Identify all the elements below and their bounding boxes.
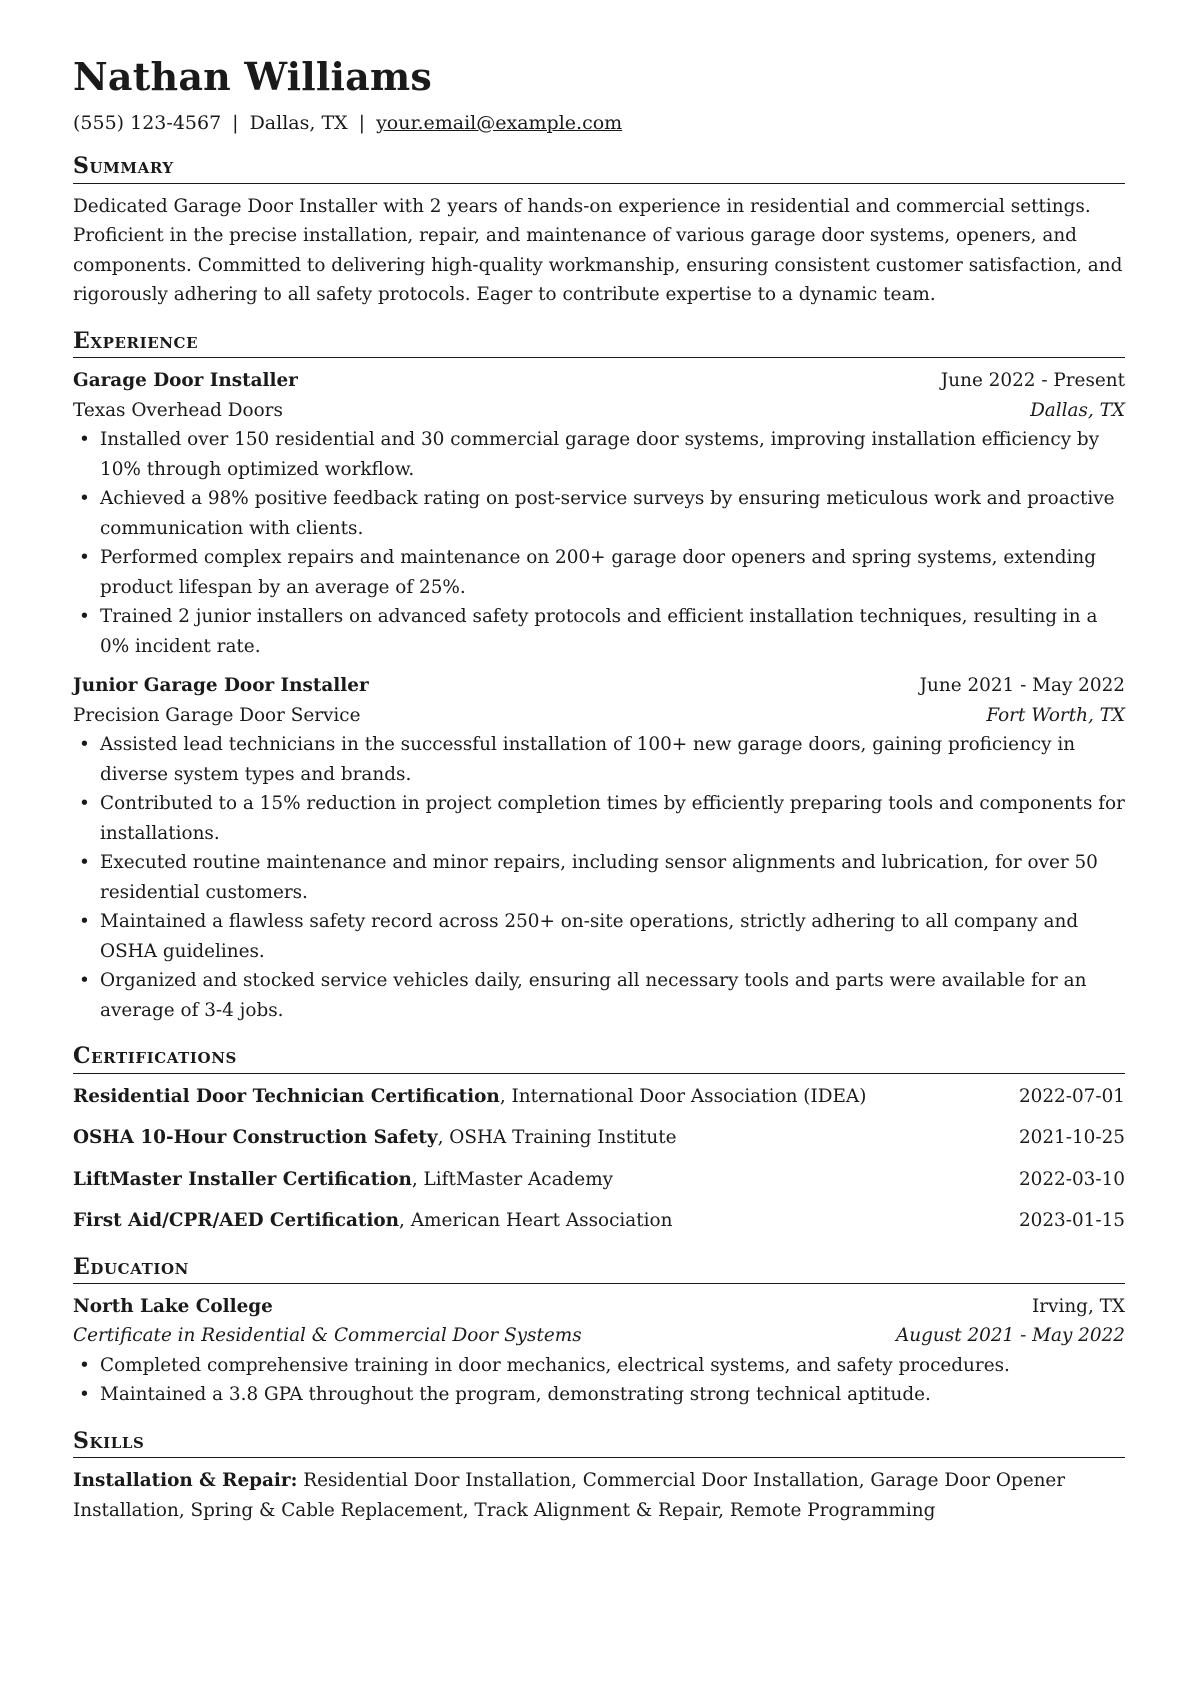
certification-item bbox=[73, 1206, 1125, 1236]
bullet-item: • Executed routine maintenance and minor repairs, including sensor alignments and lubrication, for over 50 residential customers. bbox=[73, 848, 1125, 907]
bullet-item: • Contributed to a 15% reduction in project completion times by efficiently preparing tools and components for installations. bbox=[73, 789, 1125, 848]
education-heading: Education bbox=[73, 1254, 1125, 1284]
certifications-heading: Certifications bbox=[73, 1043, 1125, 1073]
bullet-item: • Maintained a flawless safety record across 250+ on-site operations, strictly adhering to all company and OSHA guidelines. bbox=[73, 907, 1125, 966]
certification-name: OSHA 10-Hour Construction Safety bbox=[73, 1127, 438, 1149]
contact-line bbox=[73, 111, 1125, 136]
candidate-name: Nathan Williams bbox=[73, 54, 432, 99]
certification-issuer: , American Heart Association bbox=[399, 1210, 673, 1232]
bullet-item: • Organized and stocked service vehicles daily, ensuring all necessary tools and parts were available for an average of 3-4 jobs. bbox=[73, 966, 1125, 1025]
summary-text: Dedicated Garage Door Installer with 2 years of hands-on experience in residential and commercial settings. Proficient in the precise installation, repair, and maintenance of various garage door systems, openers, and components. Committed to delivering high-quality workmanship, ensuring consistent customer satisfaction, and rigorously adhering to all safety protocols. Eager to contribute expertise to a dynamic team. bbox=[73, 195, 1123, 306]
job-location: Dallas, TX bbox=[1030, 399, 1125, 421]
school-location: Irving, TX bbox=[1032, 1295, 1125, 1317]
bullet-item: • Trained 2 junior installers on advanced safety protocols and efficient installation techniques, resulting in a 0% incident rate. bbox=[73, 602, 1125, 661]
school-name: North Lake College bbox=[73, 1295, 273, 1317]
separator: | bbox=[232, 111, 239, 134]
phone-number: (555) 123-4567 bbox=[73, 111, 222, 134]
bullet-item: • Assisted lead technicians in the successful installation of 100+ new garage doors, gaining proficiency in diverse system types and brands. bbox=[73, 730, 1125, 789]
company-name: Texas Overhead Doors bbox=[73, 399, 283, 421]
job-dates: June 2022 - Present bbox=[940, 370, 1125, 392]
summary-heading: Summary bbox=[73, 153, 1125, 183]
bullet-item: • Achieved a 98% positive feedback rating on post-service surveys by ensuring meticulous work and proactive communication with clients. bbox=[73, 484, 1125, 543]
bullet-item: • Performed complex repairs and maintenance on 200+ garage door openers and spring systems, extending product lifespan by an average of 25%. bbox=[73, 543, 1125, 602]
education-dates: August 2021 - May 2022 bbox=[896, 1325, 1125, 1347]
education-entry bbox=[73, 1292, 1125, 1410]
job-bullets bbox=[73, 730, 1125, 1025]
skills-category: Installation & Repair: bbox=[73, 1470, 298, 1492]
certification-item bbox=[73, 1123, 1125, 1153]
certification-name: Residential Door Technician Certification bbox=[73, 1085, 500, 1107]
skills-list: Residential Door Installation, Commercial Door Installation, Garage Door Opener Installation, Spring & Cable Replacement, Track Alignment & Repair, Remote Programming bbox=[73, 1470, 1066, 1521]
education-bullets bbox=[73, 1351, 1125, 1410]
certification-name: First Aid/CPR/AED Certification bbox=[73, 1210, 400, 1232]
certification-date: 2023-01-15 bbox=[1018, 1210, 1125, 1232]
job-dates: June 2021 - May 2022 bbox=[919, 675, 1125, 697]
certification-issuer: , OSHA Training Institute bbox=[437, 1127, 677, 1149]
company-name: Precision Garage Door Service bbox=[73, 704, 361, 726]
job-entry bbox=[73, 366, 1125, 661]
email-link[interactable]: your.email@example.com bbox=[376, 111, 623, 134]
certification-date: 2021-10-25 bbox=[1018, 1127, 1125, 1149]
resume-page bbox=[73, 55, 1125, 1525]
separator: | bbox=[358, 111, 366, 134]
location: Dallas, TX bbox=[249, 111, 348, 134]
certification-item bbox=[73, 1165, 1125, 1195]
certifications-list bbox=[73, 1082, 1125, 1236]
certification-issuer: , LiftMaster Academy bbox=[411, 1168, 614, 1190]
bullet-item: • Installed over 150 residential and 30 commercial garage door systems, improving installation efficiency by 10% through optimized workflow. bbox=[73, 425, 1125, 484]
job-location: Fort Worth, TX bbox=[986, 704, 1125, 726]
job-title: Junior Garage Door Installer bbox=[73, 675, 369, 697]
certification-issuer: , International Door Association (IDEA) bbox=[499, 1085, 867, 1107]
certification-date: 2022-07-01 bbox=[1018, 1085, 1125, 1107]
job-entry bbox=[73, 671, 1125, 1025]
certification-name: LiftMaster Installer Certification bbox=[73, 1168, 412, 1190]
experience-heading: Experience bbox=[73, 328, 1125, 358]
bullet-item: • Completed comprehensive training in door mechanics, electrical systems, and safety procedures. bbox=[73, 1351, 1125, 1381]
skills-heading: Skills bbox=[73, 1428, 1125, 1458]
certification-item bbox=[73, 1082, 1125, 1112]
program-name: Certificate in Residential & Commercial Door Systems bbox=[73, 1325, 582, 1347]
certification-date: 2022-03-10 bbox=[1018, 1168, 1125, 1190]
job-title: Garage Door Installer bbox=[73, 370, 298, 392]
job-bullets bbox=[73, 425, 1125, 661]
skills-line bbox=[73, 1466, 1125, 1525]
bullet-item: • Maintained a 3.8 GPA throughout the program, demonstrating strong technical aptitude. bbox=[73, 1380, 1125, 1410]
